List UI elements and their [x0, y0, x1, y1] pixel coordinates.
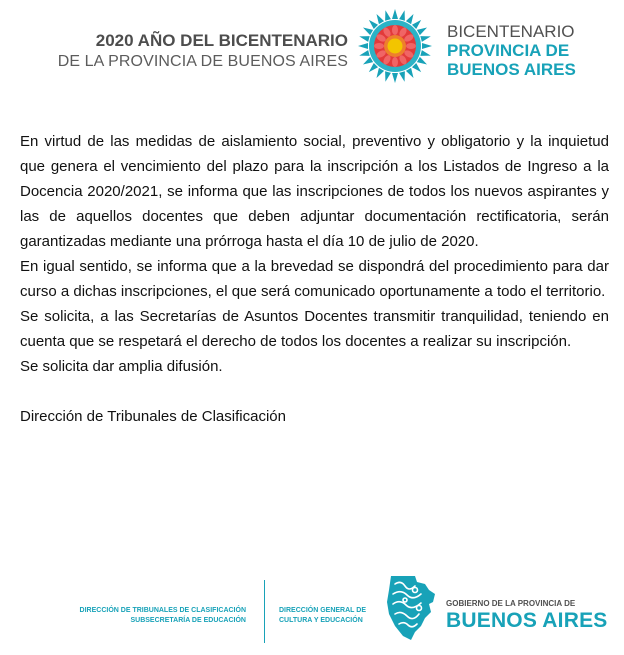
header-right-line2: PROVINCIA DE [447, 41, 570, 60]
signoff: Dirección de Tribunales de Clasificación [20, 408, 286, 425]
direccion-general-label [279, 606, 366, 626]
header-left-line1: 2020 AÑO DEL BICENTENARIO [95, 31, 348, 50]
direccion-tribunales-label [80, 606, 246, 626]
paragraph-diffusion: Se solicita dar amplia difusión. [20, 358, 223, 375]
buenos-aires-map-icon [385, 574, 437, 642]
footer-divider [264, 580, 265, 643]
footer-left-line1: DIRECCIÓN DE TRIBUNALES DE CLASIFICACIÓN [79, 607, 246, 614]
header-banner [0, 0, 624, 100]
gobierno-buenos-aires-logo-text [446, 598, 607, 633]
footer-left-line2: SUBSECRETARÍA DE EDUCACIÓN [130, 617, 246, 624]
footer-logos [0, 570, 624, 650]
header-left-line2: DE LA PROVINCIA DE BUENOS AIRES [57, 53, 348, 70]
buenos-aires-wordmark: BUENOS AIRES [446, 609, 608, 632]
header-right-line3: BUENOS AIRES [447, 60, 576, 79]
paragraph-secretarias: Se solicita, a las Secretarías de Asuntos Docentes transmitir tranquilidad, teniendo en cuenta que se respetará el derecho de todos los docentes a realizar su inscripción. [20, 308, 609, 350]
header-right-line1: BICENTENARIO [447, 22, 575, 41]
gobierno-line: GOBIERNO DE LA PROVINCIA DE [446, 599, 576, 608]
footer-mid-line1: DIRECCIÓN GENERAL DE [279, 607, 366, 614]
announcement-body [20, 129, 609, 429]
bicentenario-provincia-logo-text [447, 22, 576, 79]
bicentenario-year-text [58, 30, 348, 72]
footer-mid-line2: CULTURA Y EDUCACIÓN [279, 617, 363, 624]
paragraph-extension: En virtud de las medidas de aislamiento social, preventivo y obligatorio y la inquietud que genera el vencimiento del plazo para la inscripción a los Listados de Ingreso a la Docencia 2020/2021, se informa que las inscripciones de todos los nuevos aspirantes y las de aquellos docentes que deben adjuntar documentación rectificatoria, serán garantizadas mediante una prórroga hasta el día 10 de julio de 2020. [20, 133, 609, 250]
bicentenario-flower-icon [357, 8, 433, 84]
paragraph-procedure: En igual sentido, se informa que a la brevedad se dispondrá del procedimiento para dar curso a dichas inscripciones, el que será comunicado oportunamente a todo el territorio. [20, 258, 609, 300]
